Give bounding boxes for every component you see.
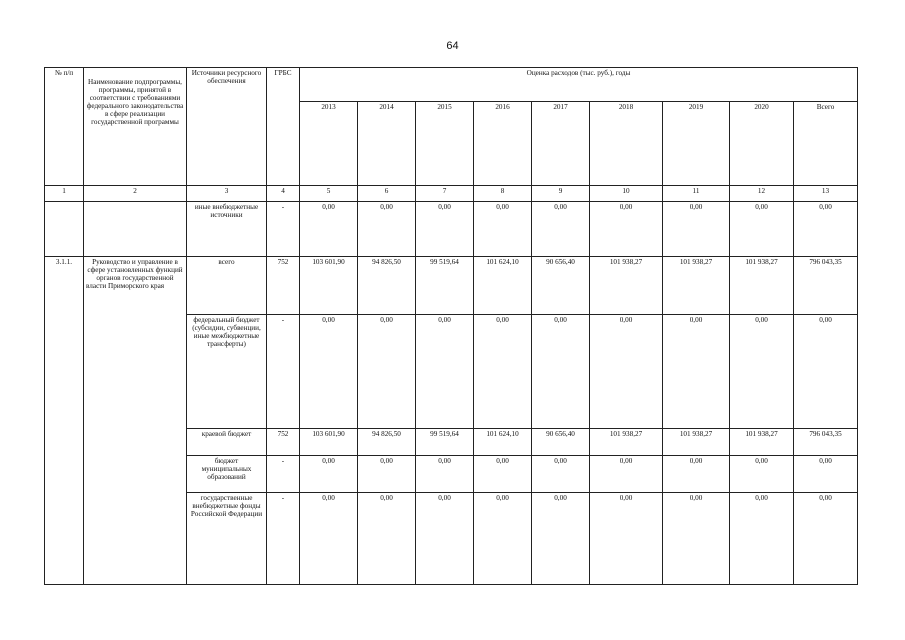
header-year: 2018 bbox=[590, 102, 663, 186]
value-cell: 0,00 bbox=[532, 456, 590, 493]
value-cell: 0,00 bbox=[300, 202, 358, 257]
grbs-cell: 752 bbox=[267, 257, 300, 315]
budget-table bbox=[44, 67, 858, 585]
index-cell: 3 bbox=[187, 186, 267, 202]
value-cell: 0,00 bbox=[794, 493, 858, 585]
value-cell: 0,00 bbox=[590, 315, 663, 429]
value-cell: 0,00 bbox=[358, 493, 416, 585]
header-col-source: Источники ресурсного обеспечения bbox=[187, 68, 267, 186]
value-cell: 101 938,27 bbox=[730, 429, 794, 456]
value-cell: 94 826,50 bbox=[358, 429, 416, 456]
index-cell: 8 bbox=[474, 186, 532, 202]
value-cell: 101 624,10 bbox=[474, 257, 532, 315]
value-cell: 0,00 bbox=[300, 493, 358, 585]
value-cell: 0,00 bbox=[794, 315, 858, 429]
value-cell: 0,00 bbox=[663, 456, 730, 493]
index-cell: 6 bbox=[358, 186, 416, 202]
value-cell: 0,00 bbox=[416, 456, 474, 493]
row-no bbox=[45, 202, 84, 257]
value-cell: 0,00 bbox=[730, 456, 794, 493]
index-cell: 2 bbox=[84, 186, 187, 202]
value-cell: 0,00 bbox=[474, 456, 532, 493]
value-cell: 101 938,27 bbox=[663, 257, 730, 315]
grbs-cell: - bbox=[267, 456, 300, 493]
source-cell: государственные внебюджетные фонды Российской Федерации bbox=[187, 493, 267, 585]
header-year: 2015 bbox=[416, 102, 474, 186]
index-cell: 9 bbox=[532, 186, 590, 202]
value-cell: 0,00 bbox=[730, 493, 794, 585]
index-cell: 13 bbox=[794, 186, 858, 202]
value-cell: 0,00 bbox=[590, 202, 663, 257]
source-cell: краевой бюджет bbox=[187, 429, 267, 456]
value-cell: 90 656,40 bbox=[532, 257, 590, 315]
value-cell: 0,00 bbox=[730, 315, 794, 429]
source-cell: федеральный бюджет (субсидии, субвенции, иные межбюджетные трансферты) bbox=[187, 315, 267, 429]
header-col-no: № п/п bbox=[45, 68, 84, 186]
value-cell: 0,00 bbox=[794, 456, 858, 493]
value-cell: 94 826,50 bbox=[358, 257, 416, 315]
index-cell: 5 bbox=[300, 186, 358, 202]
row-name: Руководство и управление в сфере установленных функций органов государственной власти Приморского края bbox=[84, 257, 187, 585]
header-total: Всего bbox=[794, 102, 858, 186]
grbs-cell: 752 bbox=[267, 429, 300, 456]
page-number: 64 bbox=[446, 40, 459, 52]
value-cell: 101 938,27 bbox=[590, 429, 663, 456]
value-cell: 0,00 bbox=[590, 456, 663, 493]
header-col-grbs: ГРБС bbox=[267, 68, 300, 186]
index-cell: 10 bbox=[590, 186, 663, 202]
value-cell: 0,00 bbox=[358, 456, 416, 493]
header-year: 2017 bbox=[532, 102, 590, 186]
value-cell: 0,00 bbox=[300, 456, 358, 493]
value-cell: 0,00 bbox=[532, 493, 590, 585]
header-year: 2013 bbox=[300, 102, 358, 186]
table-row bbox=[45, 202, 858, 257]
value-cell: 0,00 bbox=[663, 315, 730, 429]
source-cell: всего bbox=[187, 257, 267, 315]
value-cell: 0,00 bbox=[794, 202, 858, 257]
row-no: 3.1.1. bbox=[45, 257, 84, 585]
value-cell: 103 601,90 bbox=[300, 429, 358, 456]
source-cell: бюджет муниципальных образований bbox=[187, 456, 267, 493]
value-cell: 0,00 bbox=[590, 493, 663, 585]
value-cell: 0,00 bbox=[532, 202, 590, 257]
value-cell: 0,00 bbox=[416, 202, 474, 257]
value-cell: 101 938,27 bbox=[663, 429, 730, 456]
index-cell: 7 bbox=[416, 186, 474, 202]
value-cell: 103 601,90 bbox=[300, 257, 358, 315]
table-body bbox=[45, 68, 858, 585]
header-col-estimate: Оценка расходов (тыс. руб.), годы bbox=[300, 68, 858, 102]
value-cell: 0,00 bbox=[663, 493, 730, 585]
value-cell: 0,00 bbox=[416, 493, 474, 585]
value-cell: 101 938,27 bbox=[590, 257, 663, 315]
header-year: 2016 bbox=[474, 102, 532, 186]
value-cell: 0,00 bbox=[474, 202, 532, 257]
grbs-cell: - bbox=[267, 202, 300, 257]
index-cell: 12 bbox=[730, 186, 794, 202]
header-row bbox=[45, 68, 858, 102]
table-row bbox=[45, 257, 858, 315]
index-cell: 4 bbox=[267, 186, 300, 202]
grbs-cell: - bbox=[267, 315, 300, 429]
grbs-cell: - bbox=[267, 493, 300, 585]
value-cell: 101 624,10 bbox=[474, 429, 532, 456]
value-cell: 0,00 bbox=[474, 493, 532, 585]
value-cell: 99 519,64 bbox=[416, 257, 474, 315]
value-cell: 796 043,35 bbox=[794, 429, 858, 456]
index-cell: 11 bbox=[663, 186, 730, 202]
value-cell: 90 656,40 bbox=[532, 429, 590, 456]
value-cell: 0,00 bbox=[532, 315, 590, 429]
value-cell: 99 519,64 bbox=[416, 429, 474, 456]
index-row bbox=[45, 186, 858, 202]
source-cell: иные внебюджетные источники bbox=[187, 202, 267, 257]
header-year: 2019 bbox=[663, 102, 730, 186]
value-cell: 796 043,35 bbox=[794, 257, 858, 315]
value-cell: 0,00 bbox=[474, 315, 532, 429]
value-cell: 101 938,27 bbox=[730, 257, 794, 315]
header-col-name: Наименование подпрограммы, программы, принятой в соответствии с требованиями федерального законодательства в сфере реализации государственной программы bbox=[84, 68, 187, 186]
header-year: 2020 bbox=[730, 102, 794, 186]
value-cell: 0,00 bbox=[416, 315, 474, 429]
value-cell: 0,00 bbox=[730, 202, 794, 257]
value-cell: 0,00 bbox=[358, 315, 416, 429]
index-cell: 1 bbox=[45, 186, 84, 202]
value-cell: 0,00 bbox=[300, 315, 358, 429]
value-cell: 0,00 bbox=[663, 202, 730, 257]
value-cell: 0,00 bbox=[358, 202, 416, 257]
row-name bbox=[84, 202, 187, 257]
header-year: 2014 bbox=[358, 102, 416, 186]
